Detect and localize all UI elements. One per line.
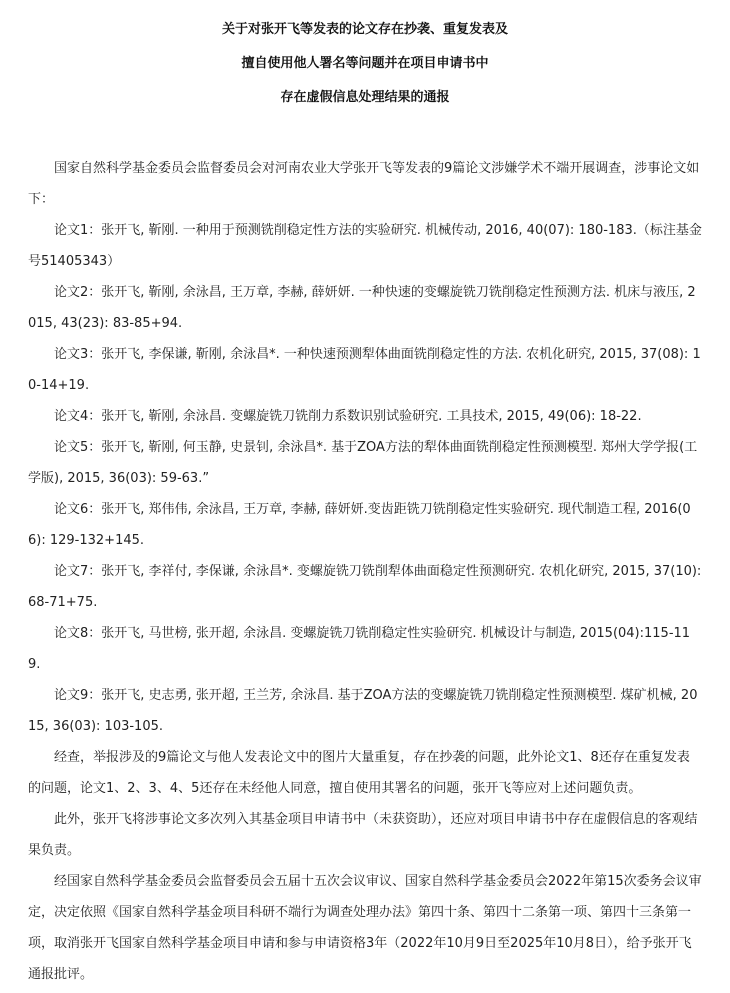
title-line-2: 擅自使用他人署名等问题并在项目申请书中 — [241, 56, 489, 71]
paper-item-2: 论文2：张开飞, 靳刚, 余泳昌, 王万章, 李赫, 薛妍妍. 一种快速的变螺旋铣刀铣削稳定性预测方法. 机床与液压, 2015, 43(23): 83-85+94. — [28, 285, 696, 331]
paper-item-7: 论文7：张开飞, 李祥付, 李保谦, 余泳昌*. 变螺旋铣刀铣削犁体曲面稳定性预测研究. 农机化研究, 2015, 37(10): 68-71+75. — [28, 564, 702, 610]
intro-paragraph: 国家自然科学基金委员会监督委员会对河南农业大学张开飞等发表的9篇论文涉嫌学术不端开展调查，涉事论文如下： — [28, 161, 700, 207]
paper-item-3: 论文3：张开飞, 李保谦, 靳刚, 余泳昌*. 一种快速预测犁体曲面铣削稳定性的方法. 农机化研究, 2015, 37(08): 10-14+19. — [28, 347, 701, 393]
paper-item-9: 论文9：张开飞, 史志勇, 张开超, 王兰芳, 余泳昌. 基于ZOA方法的变螺旋铣刀铣削稳定性预测模型. 煤矿机械, 2015, 36(03): 103-105. — [28, 688, 698, 734]
paper-item-6: 论文6：张开飞, 郑伟伟, 余泳昌, 王万章, 李赫, 薛妍妍.变齿距铣刀铣削稳定性实验研究. 现代制造工程, 2016(06): 129-132+145. — [28, 502, 691, 548]
paper-item-4: 论文4：张开飞, 靳刚, 余泳昌. 变螺旋铣刀铣削力系数识别试验研究. 工具技术, 2015, 49(06): 18-22. — [54, 409, 642, 424]
paper-item-1: 论文1：张开飞, 靳刚. 一种用于预测铣削稳定性方法的实验研究. 机械传动, 2016, 40(07): 180-183.（标注基金号51405343） — [28, 223, 702, 269]
decision-paragraph: 经国家自然科学基金委员会监督委员会五届十五次会议审议、国家自然科学基金委员会2022年第15次委务会议审定，决定依照《国家自然科学基金项目科研不端行为调查处理办法》第四十条、第四十二条第一项、第四十三条第一项，取消张开飞国家自然科学基金项目申请和参与申请资格3年（2022年10月9日至2025年10月8日），给予张开飞通报批评。 — [28, 874, 702, 982]
paper-item-8: 论文8：张开飞, 马世榜, 张开超, 余泳昌. 变螺旋铣刀铣削稳定性实验研究. 机械设计与制造, 2015(04):115-119. — [28, 626, 691, 672]
document-body — [28, 153, 702, 990]
finding-paragraph: 经查，举报涉及的9篇论文与他人发表论文中的图片大量重复，存在抄袭的问题，此外论文1、8还存在重复发表的问题，论文1、2、3、4、5还存在未经他人同意，擅自使用其署名的问题，张开飞等应对上述问题负责。 — [28, 750, 690, 796]
title-line-3: 存在虚假信息处理结果的通报 — [280, 90, 450, 105]
funding-paragraph: 此外，张开飞将涉事论文多次列入其基金项目申请书中（未获资助），还应对项目申请书中存在虚假信息的客观结果负责。 — [28, 812, 698, 858]
title-line-1: 关于对张开飞等发表的论文存在抄袭、重复发表及 — [221, 22, 508, 37]
paper-item-5: 论文5：张开飞, 靳刚, 何玉静, 史景钊, 余泳昌*. 基于ZOA方法的犁体曲面铣削稳定性预测模型. 郑州大学学报(工学版), 2015, 36(03): 59-63.” — [28, 440, 698, 486]
